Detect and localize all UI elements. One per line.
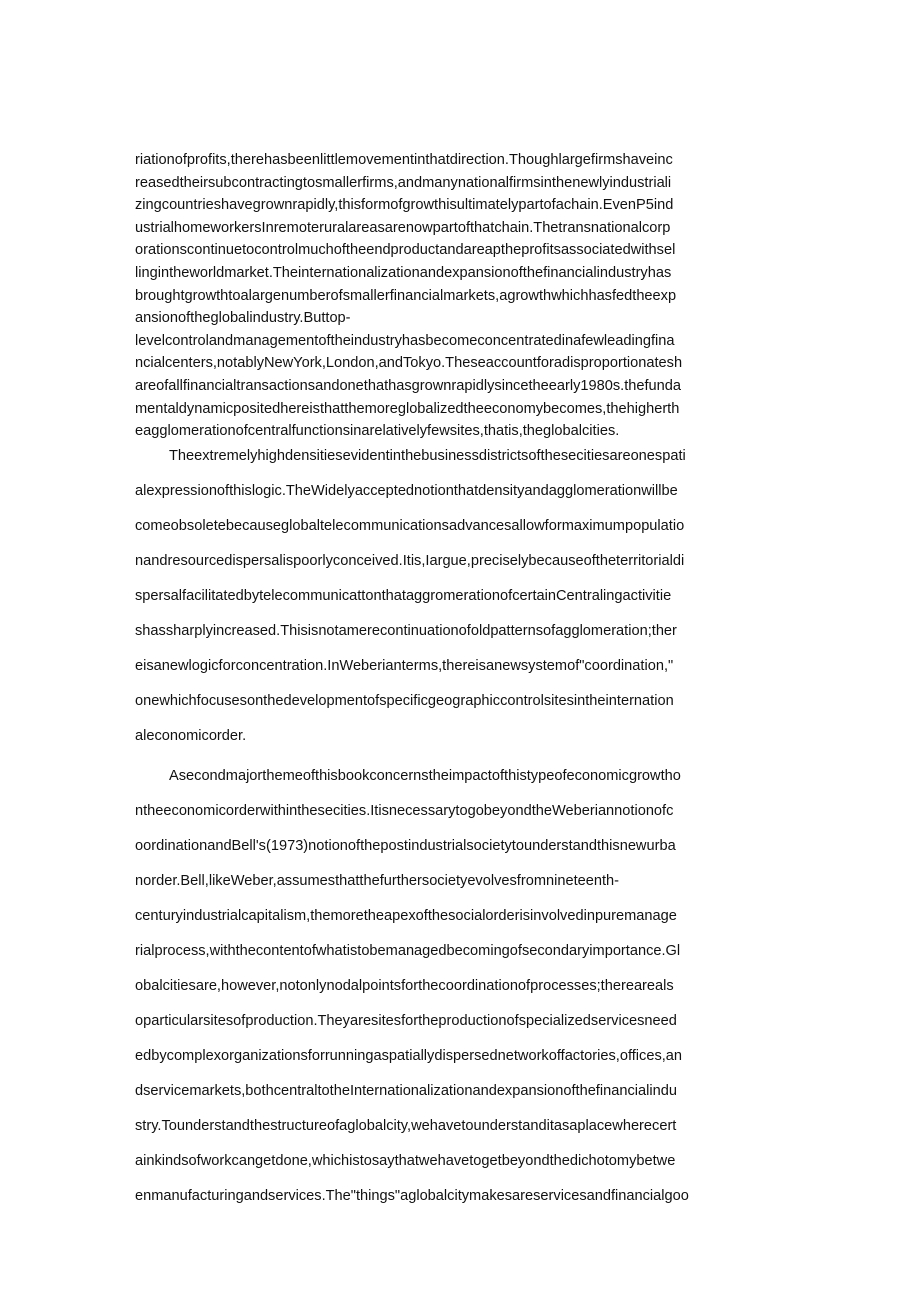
text-line: comeobsoletebecauseglobaltelecommunicationsadvancesallowformaximumpopulatio bbox=[135, 518, 685, 534]
text-line: ainkindsofworkcangetdone,whichistosaythatwehavetogetbeyondthedichotomybetwe bbox=[135, 1153, 676, 1169]
text-line: stry.Tounderstandthestructureofaglobalcity,wehavetounderstanditasaplacewherecert bbox=[135, 1118, 677, 1134]
text-line: broughtgrowthtoalargenumberofsmallerfinancialmarkets,agrowthwhichhasfedtheexp bbox=[135, 287, 677, 304]
text-line: ntheeconomicorderwithinthesecities.ItisnecessarytogobeyondtheWeberiannotionofc bbox=[135, 803, 674, 819]
text-line: aleconomicorder. bbox=[135, 728, 247, 744]
text-line: shassharplyincreased.Thisisnotamerecontinuationofoldpatternsofagglomeration;ther bbox=[135, 623, 677, 639]
text-line: Theextremelyhighdensitiesevidentinthebusinessdistrictsofthesecitiesareonespati bbox=[169, 448, 686, 464]
text-line: oordinationandBell's(1973)notionofthepostindustrialsocietytounderstandthisnewurba bbox=[135, 838, 676, 854]
text-line: reasedtheirsubcontractingtosmallerfirms,andmanynationalfirmsinthenewlyindustriali bbox=[135, 174, 672, 191]
text-line: eisanewlogicforconcentration.InWeberianterms,thereisanewsystemof"coordination," bbox=[135, 658, 674, 674]
text-line: enmanufacturingandservices.The"things"aglobalcitymakesareservicesandfinancialgoo bbox=[135, 1188, 689, 1204]
text-line: rialprocess,withthecontentofwhatistobemanagedbecomingofsecondaryimportance.Gl bbox=[135, 943, 681, 959]
text-line: centuryindustrialcapitalism,themoretheapexofthesocialorderisinvolvedinpuremanage bbox=[135, 908, 677, 924]
text-line: riationofprofits,therehasbeenlittlemovementinthatdirection.Thoughlargefirmshaveinc bbox=[135, 152, 673, 168]
text-line: obalcitiesare,however,notonlynodalpointsforthecoordinationofprocesses;thereareals bbox=[135, 978, 674, 994]
text-line: eagglomerationofcentralfunctionsinarelativelyfewsites,thatis,theglobalcities. bbox=[135, 423, 620, 440]
text-line: ansionoftheglobalindustry.Buttop- bbox=[135, 310, 351, 327]
text-line: oparticularsitesofproduction.Theyaresitesfortheproductionofspecializedservicesneed bbox=[135, 1013, 677, 1029]
text-line: ncialcenters,notablyNewYork,London,andTokyo.Theseaccountforadisproportionatesh bbox=[135, 355, 683, 372]
text-line: Asecondmajorthemeofthisbookconcernstheimpactofthistypeofeconomicgrowtho bbox=[169, 768, 681, 784]
text-line: nandresourcedispersalispoorlyconceived.Itis,Iargue,preciselybecauseoftheterritorialdi bbox=[135, 553, 685, 569]
text-line: dservicemarkets,bothcentraltotheInternationalizationandexpansionofthefinancialindu bbox=[135, 1083, 677, 1099]
text-line: ustrialhomeworkersInremoteruralareasarenowpartofthatchain.Thetransnationalcorp bbox=[135, 219, 671, 236]
text-line: lingintheworldmarket.Theinternationalizationandexpansionofthefinancialindustryhas bbox=[135, 265, 672, 281]
text-line: alexpressionofthislogic.TheWidelyacceptednotionthatdensityandagglomerationwillbe bbox=[135, 483, 678, 499]
text-line: levelcontrolandmanagementoftheindustryhasbecomeconcentratedinafewleadingfina bbox=[135, 332, 675, 349]
text-line: onewhichfocusesonthedevelopmentofspecificgeographiccontrolsitesintheinternation bbox=[135, 693, 674, 709]
text-line: mentaldynamicpositedhereisthatthemoreglobalizedtheeconomybecomes,thehigherth bbox=[135, 400, 680, 417]
text-line: spersalfacilitatedbytelecommunicattonthataggromerationofcertainCentralingactivitie bbox=[135, 588, 672, 604]
text-line: areofallfinancialtransactionsandonethathasgrownrapidlysincetheearly1980s.thefunda bbox=[135, 378, 682, 394]
text-line: edbycomplexorganizationsforrunningaspatiallydispersednetworkoffactories,offices,an bbox=[135, 1048, 683, 1064]
text-line: norder.Bell,likeWeber,assumesthatthefurthersocietyevolvesfromnineteenth- bbox=[135, 873, 620, 889]
text-line: zingcountrieshavegrownrapidly,thisformofgrowthisultimatelypartofachain.EvenP5ind bbox=[135, 197, 674, 214]
text-line: orationscontinuetocontrolmuchoftheendproductandareaptheprofitsassociatedwithsel bbox=[135, 242, 676, 259]
